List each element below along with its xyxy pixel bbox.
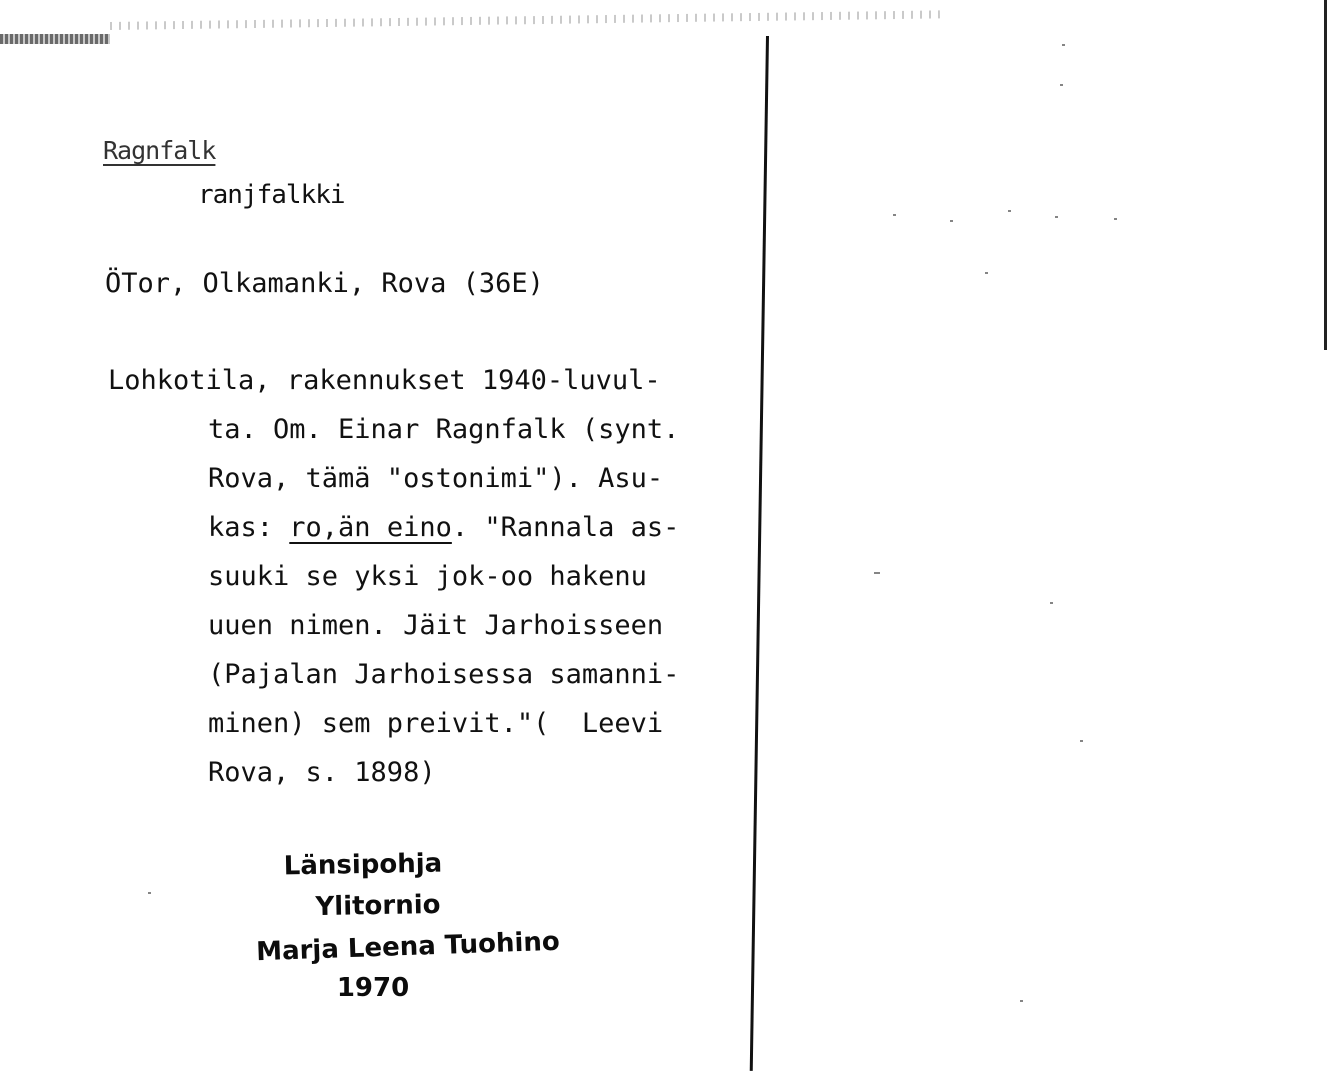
scan-speck — [1080, 740, 1083, 742]
scan-speck — [985, 272, 988, 274]
description-line-4 — [108, 503, 768, 552]
headword: ranjfalkki — [198, 180, 345, 210]
description-line-9: Rova, s. 1898) — [208, 757, 436, 788]
description-line-5: suuki se yksi jok-oo hakenu — [208, 561, 647, 592]
scan-speck — [1055, 216, 1058, 218]
location-line: ÖTor, Olkamanki, Rova (36E) — [105, 268, 544, 299]
stamp-parish: Ylitornio — [315, 889, 441, 923]
line4-suffix: . "Rannala as- — [451, 512, 680, 543]
stamp-collector: Marja Leena Tuohino — [255, 926, 561, 968]
scan-speck — [148, 892, 151, 894]
card-right-edge — [1324, 0, 1327, 350]
scan-speck — [1062, 44, 1065, 46]
stamp-region: Länsipohja — [283, 848, 443, 882]
entry-title: Ragnfalk — [103, 136, 216, 165]
scan-speck — [874, 572, 880, 574]
scan-speck — [1114, 218, 1117, 220]
description-line-8: minen) sem preivit."( Leevi — [208, 708, 664, 739]
stamp-year: 1970 — [336, 973, 410, 1003]
description-text — [108, 356, 768, 797]
scan-edge-faint — [110, 10, 940, 30]
scan-edge-mark — [0, 34, 110, 44]
description-line-3: Rova, tämä "ostonimi"). Asu- — [208, 463, 664, 494]
line4-prefix: kas: — [208, 512, 290, 543]
informant-underlined: ro,än eino — [289, 512, 452, 543]
description-line-2: ta. Om. Einar Ragnfalk (synt. — [208, 414, 680, 445]
scan-speck — [1008, 210, 1011, 212]
scan-speck — [1060, 84, 1063, 86]
scan-speck — [1020, 1000, 1023, 1002]
description-line-1: Lohkotila, rakennukset 1940-luvul- — [108, 365, 661, 396]
scan-speck — [950, 220, 953, 222]
scan-speck — [893, 214, 896, 216]
scan-speck — [1050, 602, 1053, 604]
collector-stamp — [238, 845, 588, 1009]
description-line-6: uuen nimen. Jäit Jarhoisseen — [208, 610, 664, 641]
description-line-7: (Pajalan Jarhoisessa samanni- — [208, 659, 680, 690]
